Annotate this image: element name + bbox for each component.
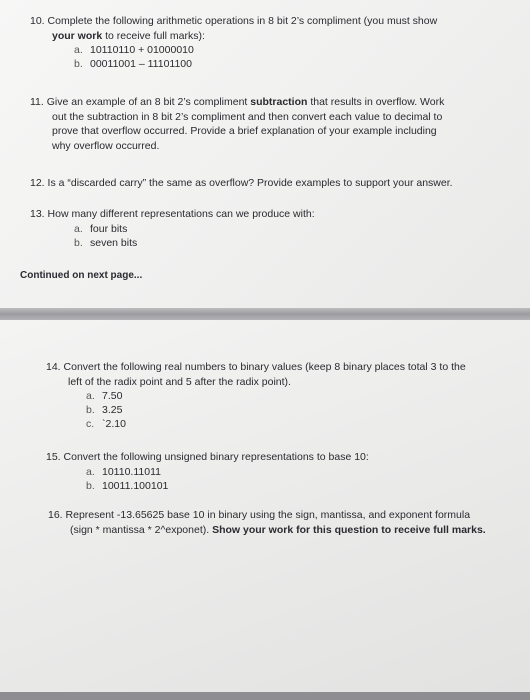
question-15 bbox=[46, 450, 506, 493]
question-number: 10. bbox=[30, 15, 45, 27]
question-text: Is a “discarded carry” the same as overflow? Provide examples to support your answer. bbox=[47, 177, 453, 189]
question-number: 13. bbox=[30, 208, 45, 220]
question-text: Complete the following arithmetic operations in 8 bit 2’s compliment (you must show bbox=[47, 15, 438, 27]
bold-text: subtraction bbox=[250, 96, 308, 108]
question-16: 16. Represent -13.65625 base 10 in binary using the sign, mantissa, and exponent formula (sign * mantissa * 2^exponet). Show your work for this question to receive full marks. bbox=[48, 509, 486, 536]
question-number: 15. bbox=[46, 451, 61, 463]
page-divider bbox=[0, 308, 530, 320]
worksheet-page-1 bbox=[0, 0, 530, 308]
option-b: b. seven bits bbox=[74, 236, 138, 249]
bottom-edge bbox=[0, 692, 530, 700]
question-14: 14. Convert the following real numbers to binary values (keep 8 binary places total 3 to the left of the radix point and 5 after the radix point). a. 7.50 b. 3.25 c. `2.10 bbox=[46, 360, 506, 431]
continued-note: Continued on next page... bbox=[20, 270, 143, 281]
option-a: a. four bits bbox=[74, 222, 128, 235]
question-12 bbox=[30, 176, 500, 191]
question-11: 11. Give an example of an 8 bit 2’s compliment subtraction that results in overflow. Work out the subtraction in 8 bit 2’s compliment and then convert each value to decimal to prove that overflow occurred. Provide a brief explanation of your example including why overflow occurred. bbox=[30, 96, 445, 152]
option-a: a. 7.50 bbox=[86, 390, 123, 402]
question-13 bbox=[30, 207, 500, 250]
question-text: How many different representations can we produce with: bbox=[47, 208, 315, 220]
question-number: 12. bbox=[30, 177, 45, 189]
question-text: Convert the following real numbers to binary values (keep 8 binary places total 3 to the bbox=[63, 361, 466, 373]
question-number: 11. bbox=[30, 96, 44, 108]
question-number: 16. bbox=[48, 509, 63, 521]
question-number: 14. bbox=[46, 361, 61, 373]
question-text: to receive full marks): bbox=[102, 29, 205, 42]
question-text: Represent -13.65625 base 10 in binary using the sign, mantissa, and exponent formula bbox=[65, 509, 471, 521]
option-a: a. 10110.11011 bbox=[86, 465, 161, 478]
question-10 bbox=[30, 14, 500, 71]
option-c: c. `2.10 bbox=[86, 418, 126, 430]
worksheet-page-2 bbox=[0, 320, 530, 692]
option-b: b. 10011.100101 bbox=[86, 479, 169, 492]
option-b: b. 00011001 – 11101100 bbox=[74, 58, 192, 70]
question-text: Convert the following unsigned binary representations to base 10: bbox=[63, 451, 369, 463]
option-a: a. 10110110 + 01000010 bbox=[74, 44, 194, 56]
bold-text: your work bbox=[52, 29, 103, 42]
option-b: b. 3.25 bbox=[86, 404, 123, 416]
bold-text: Show your work for this question to receive full marks. bbox=[212, 523, 486, 536]
